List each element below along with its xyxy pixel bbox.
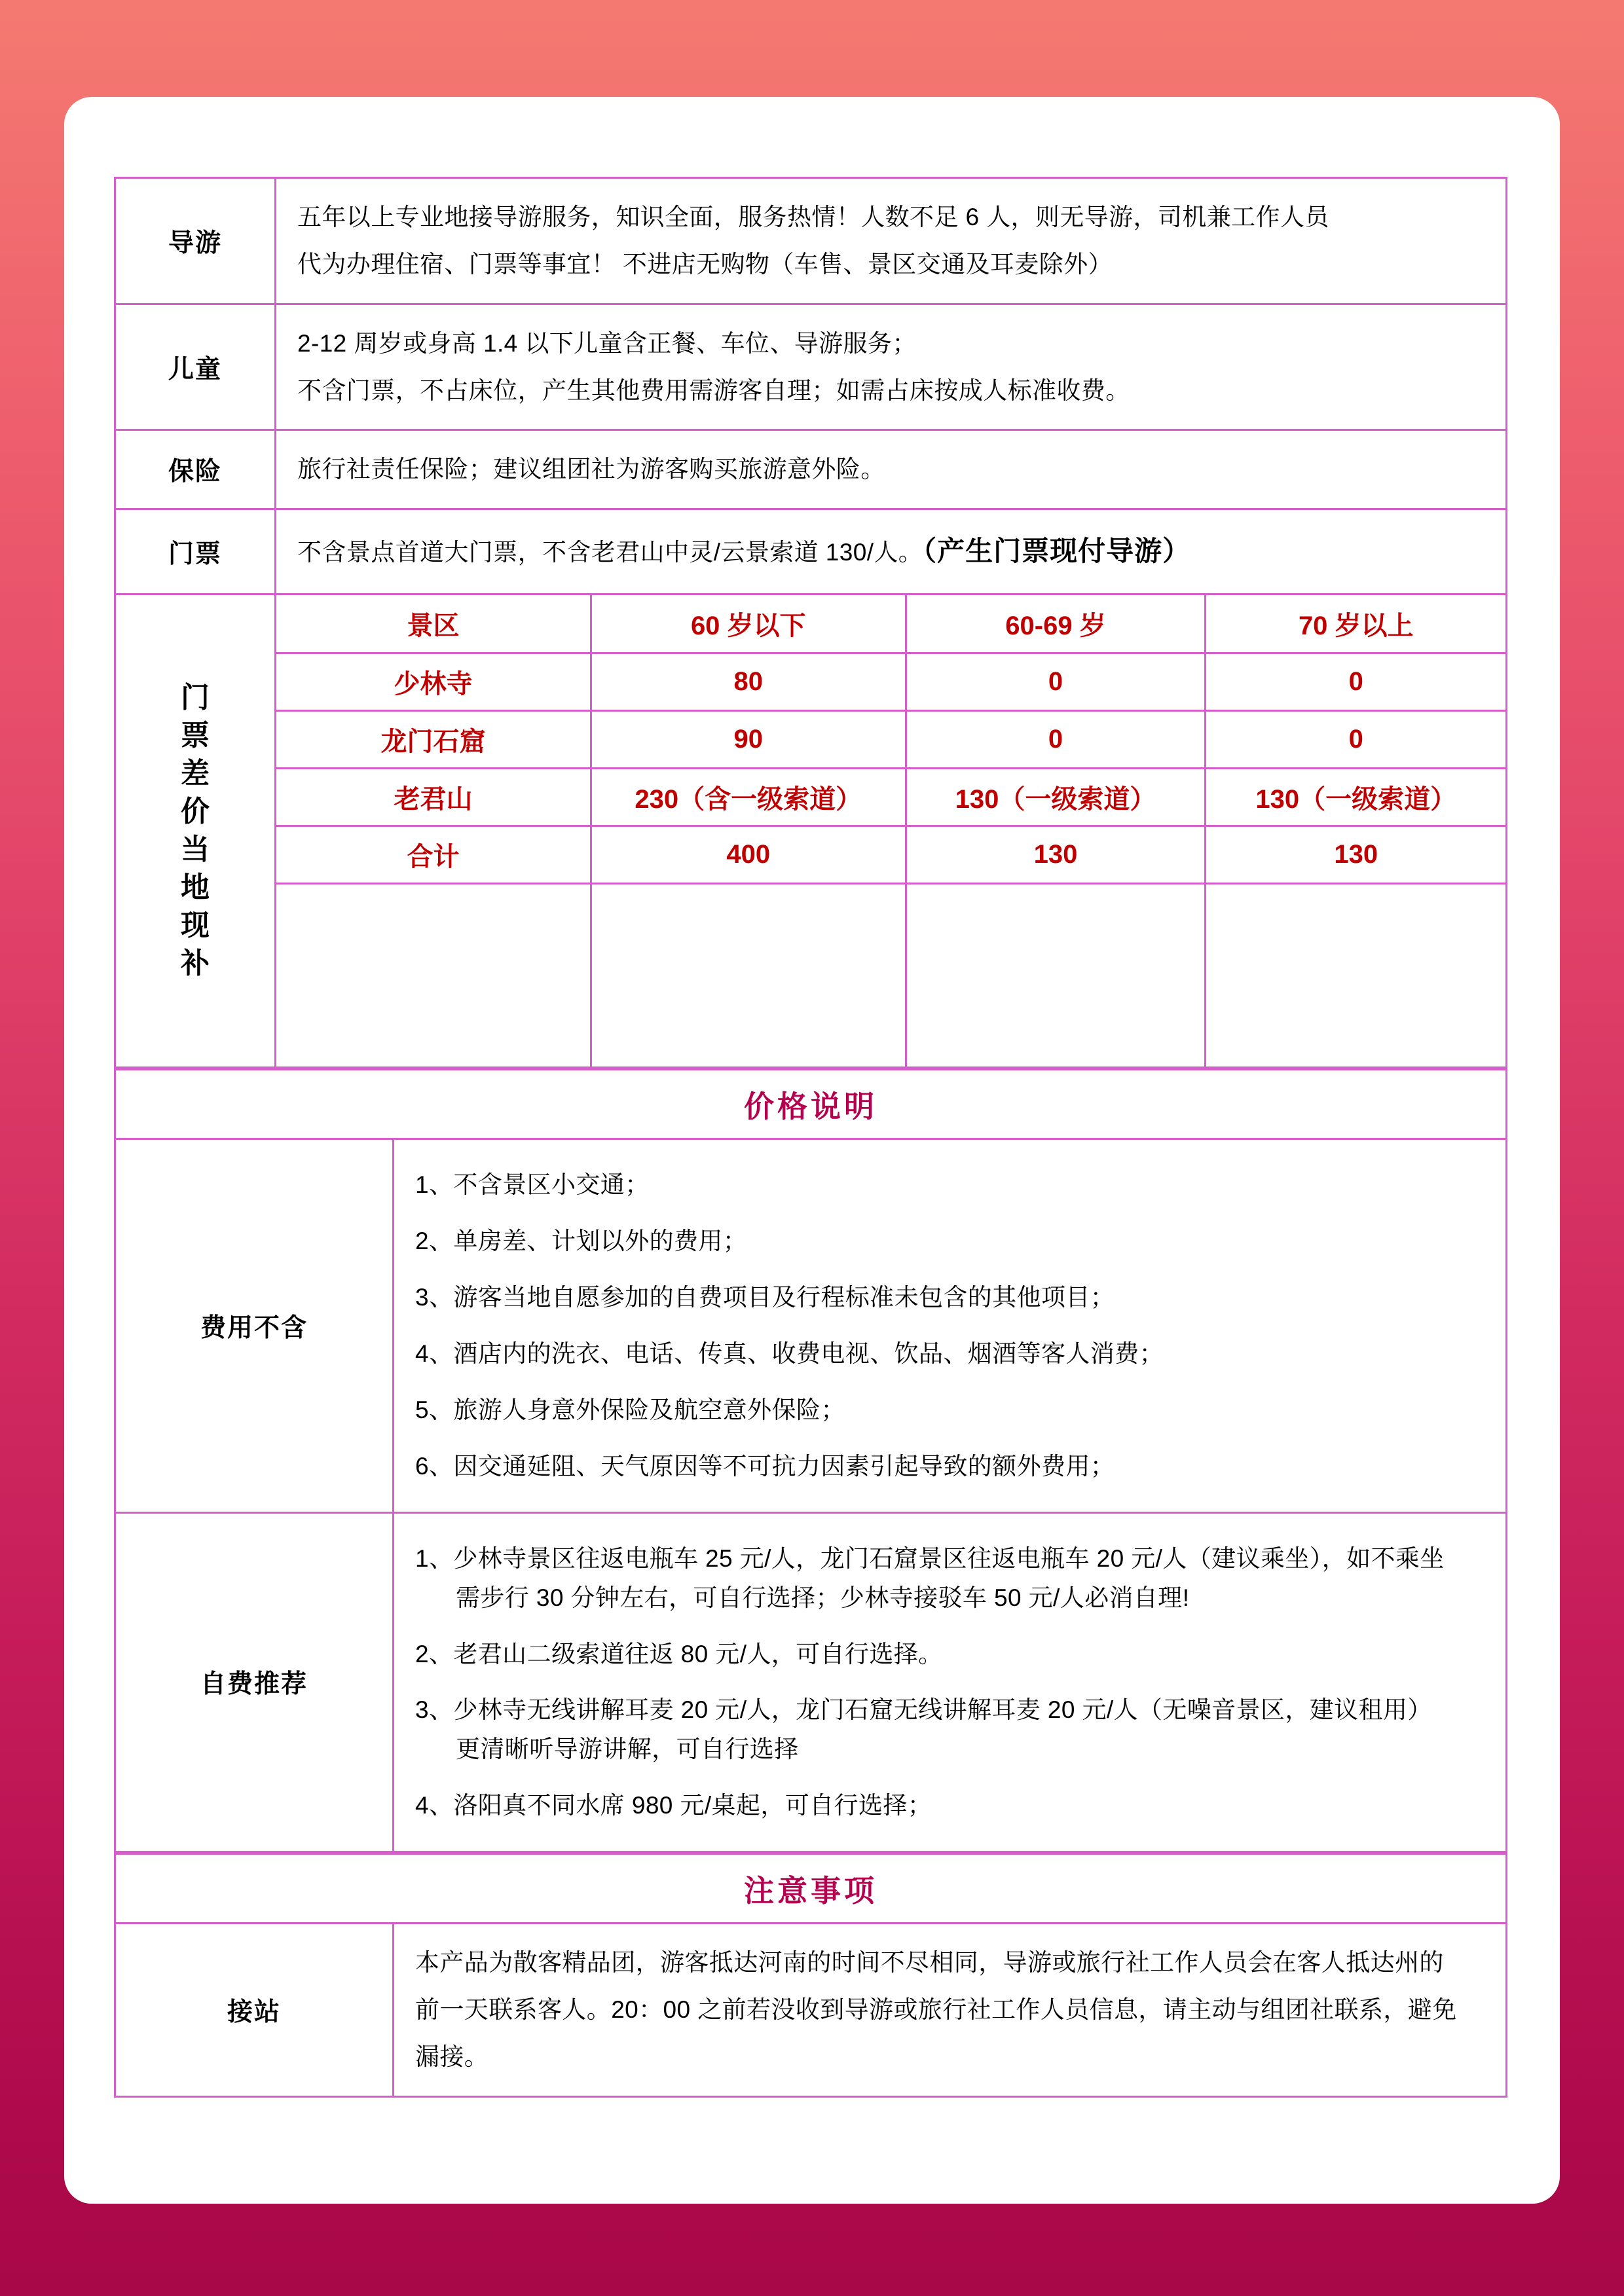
spacer-cell	[906, 883, 1206, 1066]
ticket-price-row	[276, 710, 1505, 768]
list-item: 5、旅游人身意外保险及航空意外保险；	[415, 1396, 845, 1423]
list-item-continuation: 需步行 30 分钟左右，可自行选择；少林寺接驳车 50 元/人必消自理!	[456, 1584, 1190, 1611]
list-item	[415, 1682, 1486, 1777]
list-item	[415, 1777, 1486, 1834]
section-banner-price: 价格说明	[115, 1070, 1507, 1139]
row-content-insurance	[276, 430, 1507, 509]
ticket-price-row	[276, 653, 1505, 710]
cell-name: 老君山	[276, 768, 591, 826]
ticket-diff-char-5: 地	[181, 871, 210, 904]
ticket-diff-char-2: 差	[181, 757, 210, 790]
page-card	[64, 97, 1560, 2204]
th-over-70: 70 岁以上	[1206, 595, 1505, 653]
spacer-cell	[276, 883, 591, 1066]
th-scenic-area: 景区	[276, 595, 591, 653]
ticket-diff-char-1: 票	[181, 719, 210, 752]
ticket-price-header-row	[276, 595, 1505, 653]
list-item: 4、酒店内的洗衣、电话、传真、收费电视、饮品、烟酒等客人消费；	[415, 1339, 1164, 1367]
cell-total-o70: 130	[1206, 826, 1505, 883]
list-item: 6、因交通延阻、天气原因等不可抗力因素引起导致的额外费用；	[415, 1452, 1115, 1480]
ticket-diff-char-0: 门	[181, 681, 210, 714]
list-item-main: 1、少林寺景区往返电瓶车 25 元/人，龙门石窟景区往返电瓶车 20 元/人（建议乘坐），如不乘坐	[415, 1544, 1445, 1572]
ticket-diff-char-6: 现	[181, 909, 210, 942]
spacer-cell	[591, 883, 906, 1066]
list-item: 1、不含景区小交通；	[415, 1171, 650, 1199]
row-label-child: 儿童	[115, 304, 276, 430]
ticket-line-1	[297, 527, 1486, 576]
child-line-1: 2-12 周岁或身高 1.4 以下儿童含正餐、车位、导游服务；	[297, 329, 917, 357]
banner-row-price	[115, 1070, 1507, 1139]
cell-name: 少林寺	[276, 653, 591, 710]
row-content-guide	[276, 178, 1507, 304]
ticket-emphasis: （产生门票现付导游）	[923, 536, 1191, 567]
row-content-pickup	[394, 1923, 1507, 2097]
row-content-excluded	[394, 1139, 1507, 1513]
cell-total-u60: 400	[591, 826, 906, 883]
ticket-diff-char-7: 补	[181, 947, 210, 980]
row-content-optional	[394, 1512, 1507, 1852]
th-under-60: 60 岁以下	[591, 595, 906, 653]
ticket-price-table	[276, 595, 1505, 1066]
itinerary-sheet	[114, 177, 1507, 2098]
cell-60-69: 130（一级索道）	[906, 768, 1206, 826]
row-label-ticket-diff	[115, 594, 276, 1068]
row-content-child	[276, 304, 1507, 430]
cell-o70: 130（一级索道）	[1206, 768, 1505, 826]
cell-u60: 90	[591, 710, 906, 768]
row-label-insurance: 保险	[115, 430, 276, 509]
ticket-price-total-row	[276, 826, 1505, 883]
ticket-price-table-wrapper	[276, 594, 1507, 1068]
cell-u60: 230（含一级索道）	[591, 768, 906, 826]
table-row-excluded	[115, 1139, 1507, 1513]
list-item	[415, 1626, 1486, 1683]
ticket-diff-char-4: 当	[181, 833, 210, 866]
pickup-line-2: 前一天联系客人。20：00 之前若没收到导游或旅行社工作人员信息，请主动与组团社联系，避免	[415, 1996, 1457, 2024]
row-content-ticket	[276, 509, 1507, 594]
cell-u60: 80	[591, 653, 906, 710]
cell-o70: 0	[1206, 710, 1505, 768]
table-row-insurance	[115, 430, 1507, 509]
list-item-main: 3、少林寺无线讲解耳麦 20 元/人，龙门石窟无线讲解耳麦 20 元/人（无噪音景区，建议租用）	[415, 1696, 1432, 1724]
cell-name: 龙门石窟	[276, 710, 591, 768]
section-banner-notice: 注意事项	[115, 1854, 1507, 1923]
excluded-list	[415, 1157, 1486, 1495]
list-item	[415, 1531, 1486, 1626]
table-row-ticket	[115, 509, 1507, 594]
child-line-2: 不含门票，不占床位，产生其他费用需游客自理；如需占床按成人标准收费。	[297, 376, 1130, 404]
row-label-pickup: 接站	[115, 1923, 394, 2097]
spacer-cell	[1206, 883, 1505, 1066]
cell-60-69: 0	[906, 710, 1206, 768]
table-row-child	[115, 304, 1507, 430]
ticket-diff-char-3: 价	[181, 795, 210, 828]
banner-row-notice	[115, 1854, 1507, 1923]
table-row-ticket-diff	[115, 594, 1507, 1068]
list-item-continuation: 更清晰听导游讲解，可自行选择	[456, 1736, 799, 1763]
cell-total-60-69: 130	[906, 826, 1206, 883]
cell-total-label: 合计	[276, 826, 591, 883]
notice-section-table	[114, 1853, 1507, 2098]
list-item: 2、单房差、计划以外的费用；	[415, 1227, 748, 1254]
cell-o70: 0	[1206, 653, 1505, 710]
table-row-guide	[115, 178, 1507, 304]
pickup-line-3: 漏接。	[415, 2043, 489, 2071]
row-label-ticket: 门票	[115, 509, 276, 594]
ticket-line-1-text: 不含景点首道大门票，不含老君山中灵/云景索道 130/人。	[297, 539, 923, 566]
guide-line-2: 代为办理住宿、门票等事宜！ 不进店无购物（车售、景区交通及耳麦除外）	[297, 250, 1113, 278]
insurance-line-1: 旅行社责任保险；建议组团社为游客购买旅游意外险。	[297, 456, 885, 483]
table-row-optional	[115, 1512, 1507, 1852]
ticket-price-spacer-row	[276, 883, 1505, 1066]
pickup-line-1: 本产品为散客精品团，游客抵达河南的时间不尽相同，导游或旅行社工作人员会在客人抵达州的	[415, 1949, 1444, 1977]
price-section-table	[114, 1068, 1507, 1853]
list-item-main: 2、老君山二级索道往返 80 元/人，可自行选择。	[415, 1640, 943, 1667]
optional-list	[415, 1531, 1486, 1834]
row-label-optional: 自费推荐	[115, 1512, 394, 1852]
th-60-69: 60-69 岁	[906, 595, 1206, 653]
row-label-guide: 导游	[115, 178, 276, 304]
terms-table	[114, 177, 1507, 1068]
cell-60-69: 0	[906, 653, 1206, 710]
guide-line-1: 五年以上专业地接导游服务，知识全面，服务热情！人数不足 6 人，则无导游，司机兼工作人员	[297, 204, 1329, 230]
table-row-pickup	[115, 1923, 1507, 2097]
list-item: 3、游客当地自愿参加的自费项目及行程标准未包含的其他项目；	[415, 1283, 1115, 1311]
ticket-price-row	[276, 768, 1505, 826]
list-item-main: 4、洛阳真不同水席 980 元/桌起，可自行选择；	[415, 1792, 932, 1819]
row-label-excluded: 费用不含	[115, 1139, 394, 1513]
